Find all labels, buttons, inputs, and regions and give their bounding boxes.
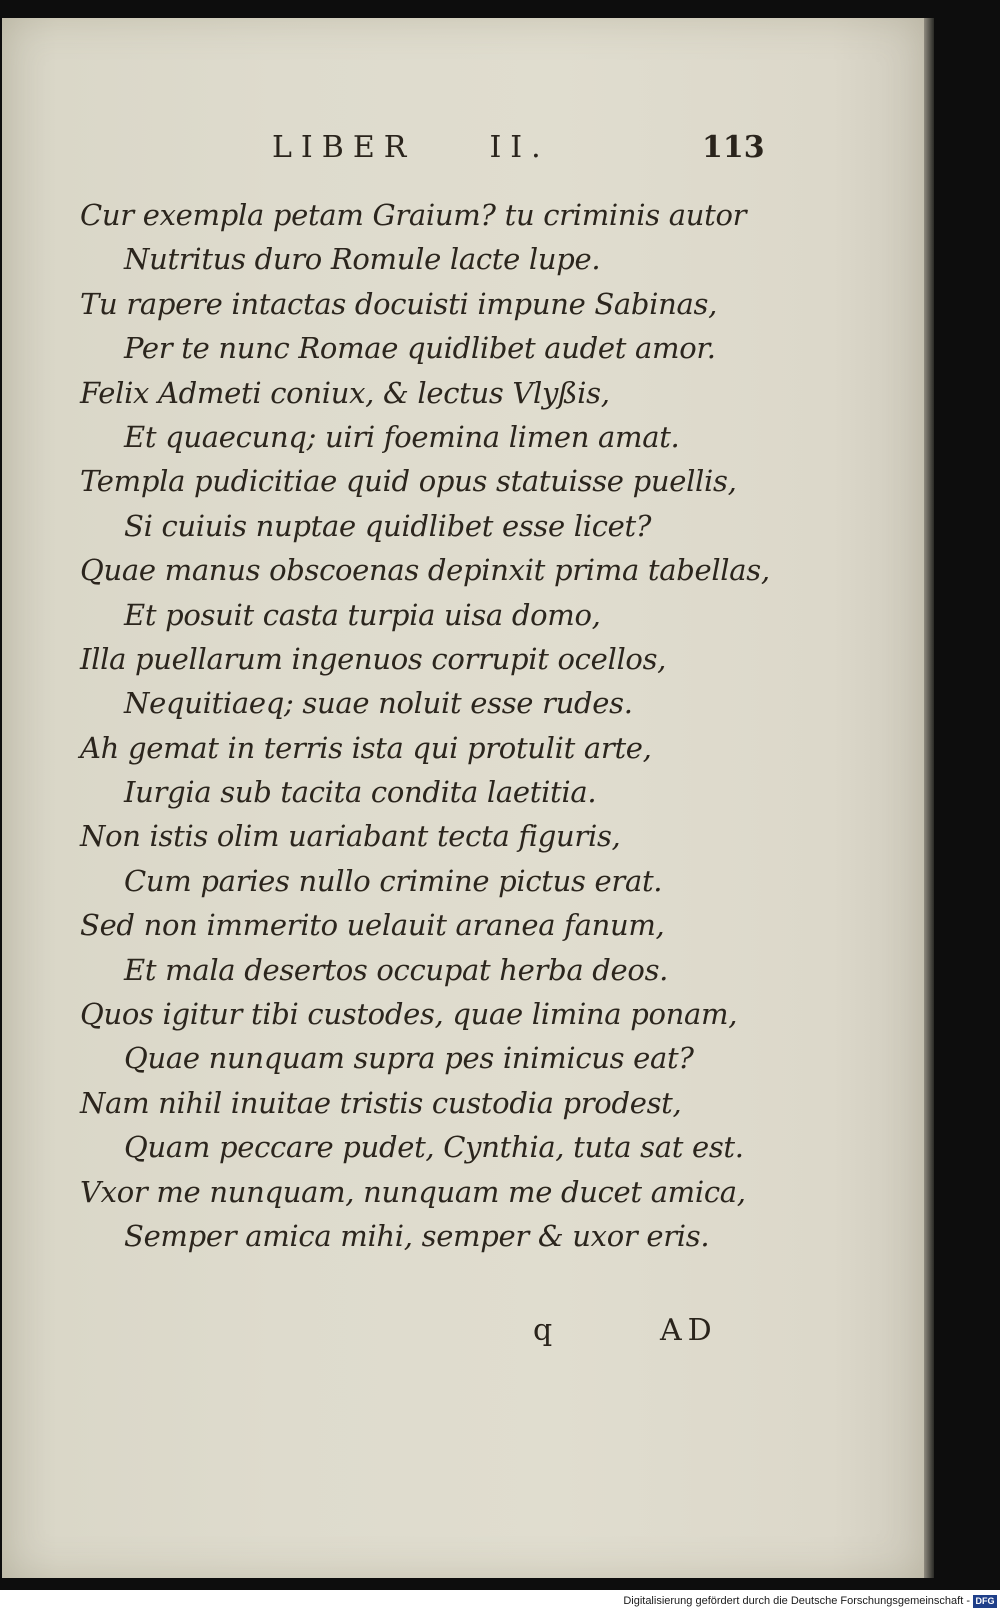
verse-line: Et posuit casta turpia uisa domo, — [124, 597, 601, 632]
verse-line: Cur exempla petam Graium? tu criminis autor — [80, 198, 747, 232]
book-page — [2, 18, 924, 1578]
running-head — [2, 130, 924, 170]
verse-line: Tu rapere intactas docuisti impune Sabinas, — [80, 286, 718, 321]
signature-mark: q — [533, 1313, 553, 1348]
verse-line: Et mala desertos occupat herba deos. — [124, 952, 669, 987]
verse-line: Nutritus duro Romule lacte lupe. — [124, 242, 601, 277]
verse-line: Non istis olim uariabant tecta figuris, — [80, 819, 621, 854]
credit-text: Digitalisierung gefördert durch die Deutsche Forschungsgemeinschaft - — [623, 1595, 970, 1607]
verse-line: Vxor me nunquam, nunquam me ducet amica, — [80, 1174, 746, 1209]
verse-line: Felix Admeti coniux, & lectus Vlyßis, — [80, 375, 610, 410]
verse-line: Per te nunc Romae quidlibet audet amor. — [124, 331, 716, 366]
verse-line: Quos igitur tibi custodes, quae limina ponam, — [80, 997, 738, 1032]
digitization-credit-bar — [0, 1590, 1000, 1615]
verse-line: Iurgia sub tacita condita laetitia. — [124, 775, 597, 810]
verse-line: Quam peccare pudet, Cynthia, tuta sat est. — [124, 1130, 744, 1165]
page-edge-shadow — [924, 18, 934, 1578]
dfg-logo-icon: DFG — [973, 1595, 997, 1608]
verse-line: Semper amica mihi, semper & uxor eris. — [124, 1218, 710, 1253]
verse-line: Quae manus obscoenas depinxit prima tabellas, — [80, 553, 770, 588]
verse-line: Illa puellarum ingenuos corrupit ocellos, — [80, 641, 667, 676]
verse-line: Ah gemat in terris ista qui protulit arte, — [80, 730, 652, 765]
page-footer — [2, 1313, 924, 1353]
verse-line: Nam nihil inuitae tristis custodia prodest, — [80, 1085, 682, 1120]
verse-line: Cum paries nullo crimine pictus erat. — [124, 863, 663, 898]
catchword: AD — [660, 1313, 718, 1348]
running-title: LIBER II. — [272, 130, 550, 165]
verse-line: Templa pudicitiae quid opus statuisse puellis, — [80, 464, 737, 499]
verse-line: Sed non immerito uelauit aranea fanum, — [80, 908, 665, 943]
page-number: 113 — [702, 130, 765, 165]
verse-line: Et quaecunq; uiri foemina limen amat. — [124, 419, 680, 454]
verse-line: Nequitiaeq; suae noluit esse rudes. — [124, 686, 633, 721]
verse-line: Quae nunquam supra pes inimicus eat? — [124, 1041, 694, 1076]
poem-text — [80, 193, 920, 1258]
verse-line: Si cuiuis nuptae quidlibet esse licet? — [124, 508, 652, 543]
